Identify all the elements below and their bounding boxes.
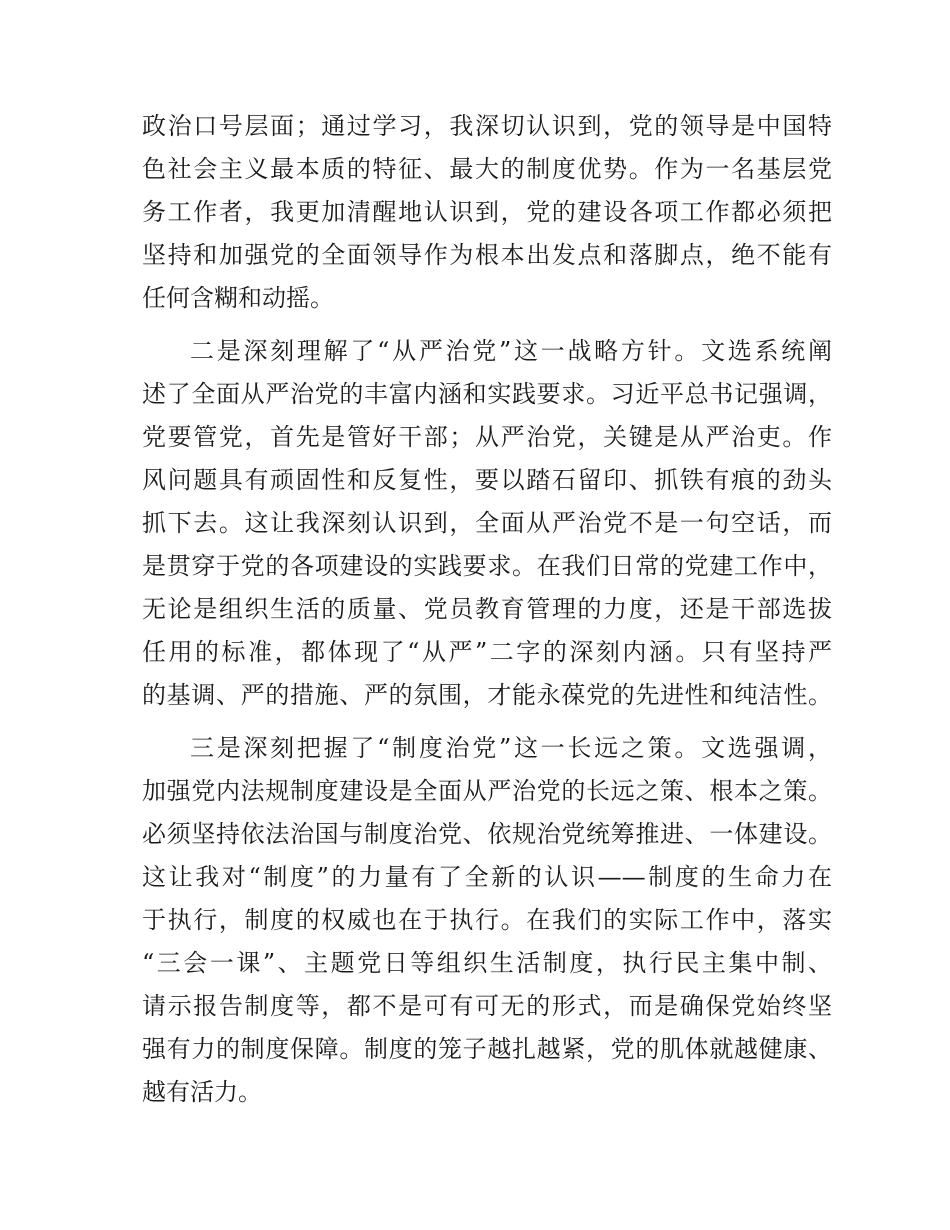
paragraph-3-line-1: 三是深刻把握了“制度治党”这一长远之策。文选强调， xyxy=(190,734,832,762)
paragraph-2-line-9: 的基调、严的措施、严的氛围，才能永葆党的先进性和纯洁性。 xyxy=(142,681,832,709)
paragraph-3-line-3: 必须坚持依法治国与制度治党、依规治党统筹推进、一体建设。 xyxy=(142,820,832,848)
paragraph-3-line-4: 这让我对“制度”的力量有了全新的认识——制度的生命力在 xyxy=(142,863,832,891)
paragraph-3-line-2: 加强党内法规制度建设是全面从严治党的长远之策、根本之策。 xyxy=(142,777,832,805)
paragraph-3-line-5: 于执行，制度的权威也在于执行。在我们的实际工作中，落实 xyxy=(142,906,832,934)
paragraph-3-line-7: 请示报告制度等，都不是可有可无的形式，而是确保党始终坚 xyxy=(142,992,832,1020)
paragraph-1-line-3: 务工作者，我更加清醒地认识到，党的建设各项工作都必须把 xyxy=(142,198,832,226)
paragraph-2-line-1: 二是深刻理解了“从严治党”这一战略方针。文选系统阐 xyxy=(190,337,832,365)
paragraph-1-line-2: 色社会主义最本质的特征、最大的制度优势。作为一名基层党 xyxy=(142,155,832,183)
paragraph-1-line-5: 任何含糊和动摇。 xyxy=(142,284,334,312)
paragraph-2-line-5: 抓下去。这让我深刻认识到，全面从严治党不是一句空话，而 xyxy=(142,509,832,537)
paragraph-2-line-6: 是贯穿于党的各项建设的实践要求。在我们日常的党建工作中， xyxy=(142,552,832,580)
paragraph-2-line-4: 风问题具有顽固性和反复性，要以踏石留印、抓铁有痕的劲头 xyxy=(142,466,832,494)
paragraph-2-line-3: 党要管党，首先是管好干部；从严治党，关键是从严治吏。作 xyxy=(142,423,832,451)
paragraph-3-line-8: 强有力的制度保障。制度的笼子越扎越紧，党的肌体就越健康、 xyxy=(142,1035,832,1063)
paragraph-3-line-6: “三会一课”、主题党日等组织生活制度，执行民主集中制、 xyxy=(142,949,832,977)
paragraph-2-line-2: 述了全面从严治党的丰富内涵和实践要求。习近平总书记强调， xyxy=(142,380,832,408)
paragraph-2-line-7: 无论是组织生活的质量、党员教育管理的力度，还是干部选拔 xyxy=(142,595,832,623)
paragraph-1-line-4: 坚持和加强党的全面领导作为根本出发点和落脚点，绝不能有 xyxy=(142,241,832,269)
paragraph-1-line-1: 政治口号层面；通过学习，我深切认识到，党的领导是中国特 xyxy=(142,112,832,140)
paragraph-2-line-8: 任用的标准，都体现了“从严”二字的深刻内涵。只有坚持严 xyxy=(142,638,832,666)
paragraph-3-line-9: 越有活力。 xyxy=(142,1078,262,1106)
